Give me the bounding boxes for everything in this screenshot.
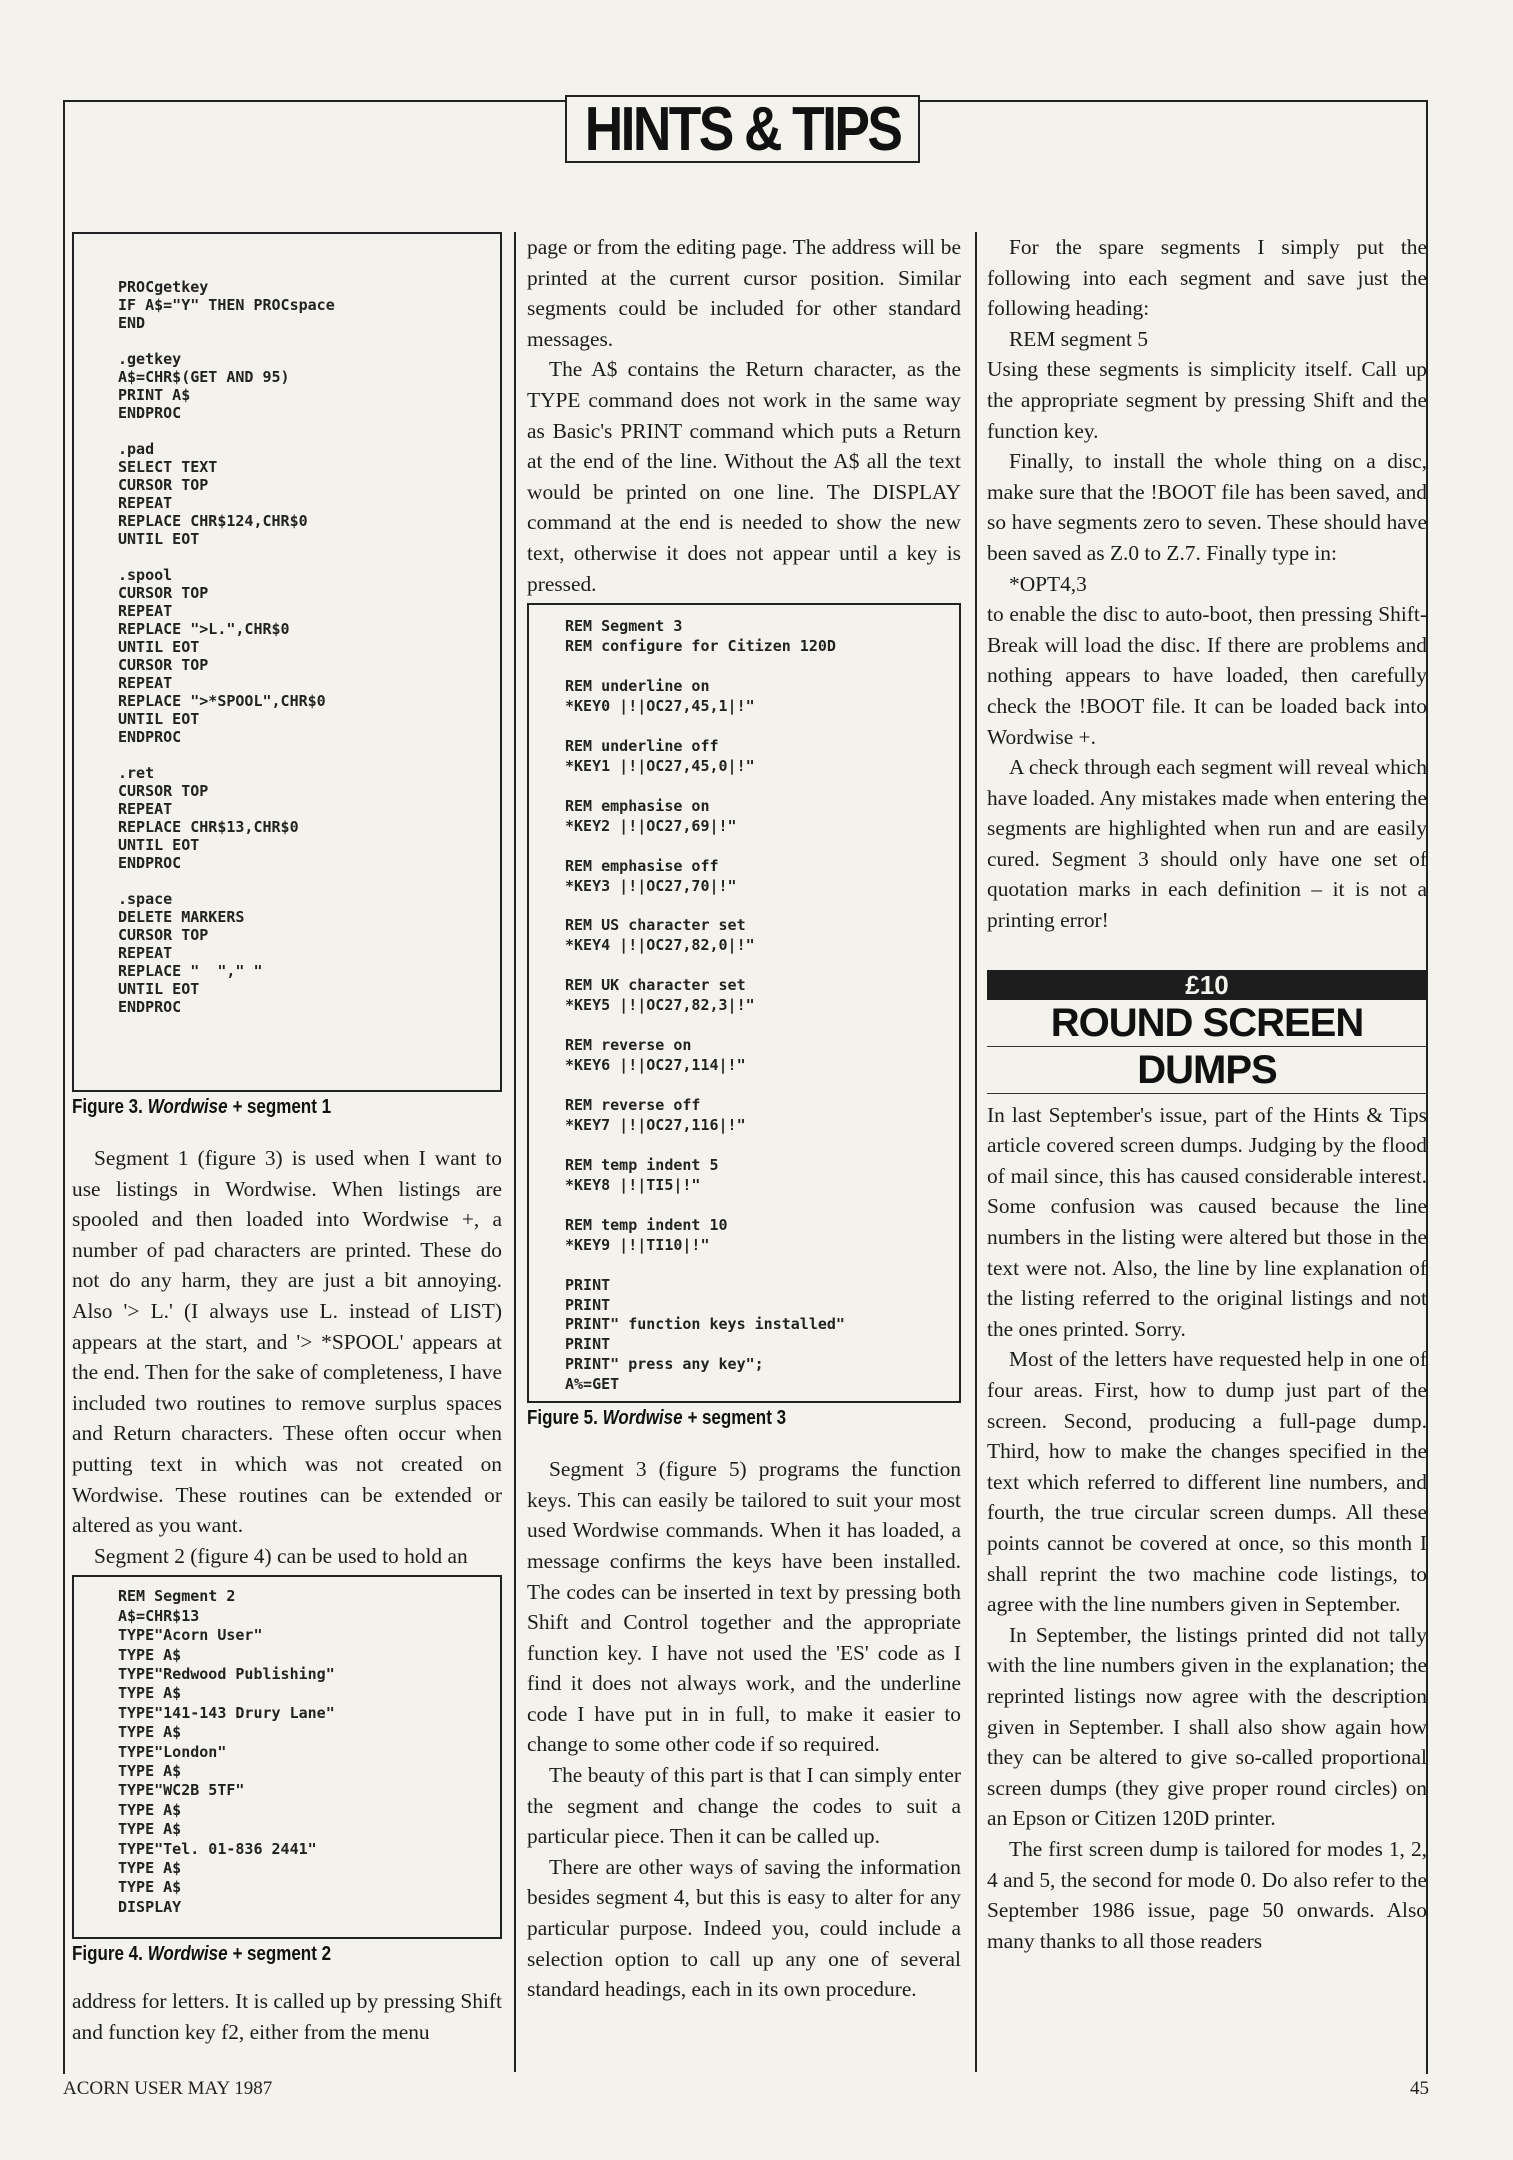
heading-line-1: ROUND SCREEN [1050,1000,1364,1045]
column-divider [975,232,977,2072]
figure-5-code: REM Segment 3 REM configure for Citizen 120D REM underline on *KEY0 |!|OC27,45,1|!" REM underline off *KEY1 |!|OC27,45,0|!" REM emphasise on *KEY2 |!|OC27,69|!" REM emphasise off *KEY3 |!|OC27,70|!" REM US character set *KEY4 |!|OC27,82,0|!" REM UK character set *KEY5 |!|OC27,82,3|!" REM reverse on *KEY6 |!|OC27,114|!" REM reverse off *KEY7 |!|OC27,116|!" REM temp indent 5 *KEY8 |!|TI5|!" REM temp indent 10 *KEY9 |!|TI10|!" PRINT PRINT PRINT" function keys installed" PRINT PRINT" press any key"; A%=GET [565,617,845,1394]
section-title: HINTS & TIPS [584,94,901,164]
column-1-text [72,1143,502,1571]
paragraph: Most of the letters have requested help in one of four areas. First, how to dump just part of the screen. Second, producing a full-page dump. Third, how to make the changes specified in the text which referred to different line numbers, and fourth, the true circular screen dumps. All these points cannot be covered at once, so this month I shall reprint the two machine code listings, to agree with the line numbers given in September. [987,1347,1427,1617]
paragraph: Using these segments is simplicity itself. Call up the appropriate segment by pressing Shift and the function key. [987,357,1427,443]
code-line: *OPT4,3 [1009,571,1087,596]
paragraph: For the spare segments I simply put the following into each segment and save just the following heading: [987,235,1427,321]
column-3-text-lower [987,1100,1427,1957]
column-3-text [987,232,1427,936]
paragraph: In September, the listings printed did not tally with the line numbers given in the explanation; the reprinted listings now agree with the description given in September. I shall also show again how they can be altered to give so-called proportional screen dumps (they give proper round circles) on an Epson or Citizen 120D printer. [987,1622,1427,1831]
figure-5-caption: Figure 5. Wordwise + segment 3 [527,1407,787,1430]
column-2-text [527,232,961,599]
paragraph: A check through each segment will reveal which have loaded. Any mistakes made when entering the segments are highlighted when run and are easily cured. Segment 3 should only have one set of quotation marks in each definition – it is not a printing error! [987,755,1427,933]
figure-4-code: REM Segment 2 A$=CHR$13 TYPE"Acorn User" TYPE A$ TYPE"Redwood Publishing" TYPE A$ TYPE"141-143 Drury Lane" TYPE A$ TYPE"London" TYPE A$ TYPE"WC2B 5TF" TYPE A$ TYPE A$ TYPE"Tel. 01-836 2441" TYPE A$ TYPE A$ DISPLAY [118,1587,335,1916]
paragraph: Segment 1 (figure 3) is used when I want to use listings in Wordwise. When listings are spooled and then loaded into Wordwise +, a number of pad characters are printed. These do not do any harm, they are just a bit annoying. Also '> L.' (I always use L. instead of LIST) appears at the start, and '> *SPOOL' appears at the end. Then for the sake of completeness, I have included two routines to remove surplus spaces and Return characters. These often occur when putting text in which was not created on Wordwise. These routines can be extended or altered as you want. [72,1146,502,1538]
column-3 [987,232,1427,1956]
paragraph: to enable the disc to auto-boot, then pressing Shift-Break will load the disc. If there are problems and nothing appears to have loaded, then carefully check the !BOOT file. It can be loaded back into Wordwise +. [987,602,1427,749]
article-heading [987,970,1427,1094]
figure-3-listing [72,232,502,1092]
paragraph: page or from the editing page. The address will be printed at the current cursor position. Similar segments could be included for other standard messages. [527,235,961,351]
figure-3-code: PROCgetkey IF A$="Y" THEN PROCspace END .getkey A$=CHR$(GET AND 95) PRINT A$ ENDPROC .pad SELECT TEXT CURSOR TOP REPEAT REPLACE CHR$124,CHR$0 UNTIL EOT .spool CURSOR TOP REPEAT REPLACE ">L.",CHR$0 UNTIL EOT CURSOR TOP REPEAT REPLACE ">*SPOOL",CHR$0 UNTIL EOT ENDPROC .ret CURSOR TOP REPEAT REPLACE CHR$13,CHR$0 UNTIL EOT ENDPROC .space DELETE MARKERS CURSOR TOP REPEAT REPLACE " "," " UNTIL EOT ENDPROC [118,278,335,1016]
paragraph: Finally, to install the whole thing on a disc, make sure that the !BOOT file has been saved, and so have segments zero to seven. These should have been saved as Z.0 to Z.7. Finally type in: [987,449,1427,565]
section-title-box [565,95,920,163]
column-1-text-end [72,1986,502,2047]
heading-line-2: DUMPS [1137,1047,1277,1092]
paragraph: There are other ways of saving the information besides segment 4, but this is easy to alter for any particular purpose. Indeed you, could include a selection option to call up any one of several standard headings, each in its own procedure. [527,1854,961,2002]
column-1 [72,232,502,2048]
figure-4-caption: Figure 4. Wordwise + segment 2 [72,1943,332,1966]
column-2-text-lower [527,1454,961,2005]
footer-magazine: ACORN USER MAY 1987 [63,2078,273,2099]
paragraph: The A$ contains the Return character, as the TYPE command does not work in the same way as Basic's PRINT command which puts a Return at the end of the line. Without the A$ all the text would be printed on one line. The DISPLAY command at the end is needed to show the new text, otherwise it does not appear until a key is pressed. [527,357,961,596]
paragraph: Segment 3 (figure 5) programs the function keys. This can easily be tailored to suit your most used Wordwise commands. When it has loaded, a message confirms the keys have been installed. The codes can be inserted in text by pressing both Shift and Control together and the appropriate function key. I have not used the 'ES' code as I find it does not always work, and the underline code I have put in in full, to make it easier to change to some other code if so required. [527,1457,961,1757]
figure-4-listing [72,1575,502,1939]
column-divider [514,232,516,2072]
heading-rule [987,1093,1427,1094]
paragraph: The first screen dump is tailored for modes 1, 2, 4 and 5, the second for mode 0. Do also refer to the September 1986 issue, page 50 onwards. Also many thanks to all those readers [987,1836,1427,1953]
code-line: REM segment 5 [1009,326,1149,351]
paragraph: Segment 2 (figure 4) can be used to hold an [94,1543,468,1568]
prize-banner: £10 [987,970,1427,1000]
paragraph: The beauty of this part is that I can simply enter the segment and change the codes to suit a particular piece. Then it can be called up. [527,1763,961,1849]
paragraph: address for letters. It is called up by pressing Shift and function key f2, either from the menu [72,1989,502,2044]
footer-page-number: 45 [1410,2078,1429,2099]
column-2 [527,232,961,2005]
paragraph: In last September's issue, part of the Hints & Tips article covered screen dumps. Judging by the flood of mail since, this has caused considerable interest. Some confusion was caused because the line numbers in the listing were altered but those in the text were not. Also, the line by line explanation of the listing referred to the original listings and not the ones printed. Sorry. [987,1102,1427,1341]
figure-5-listing [527,603,961,1403]
figure-3-caption: Figure 3. Wordwise + segment 1 [72,1096,332,1118]
